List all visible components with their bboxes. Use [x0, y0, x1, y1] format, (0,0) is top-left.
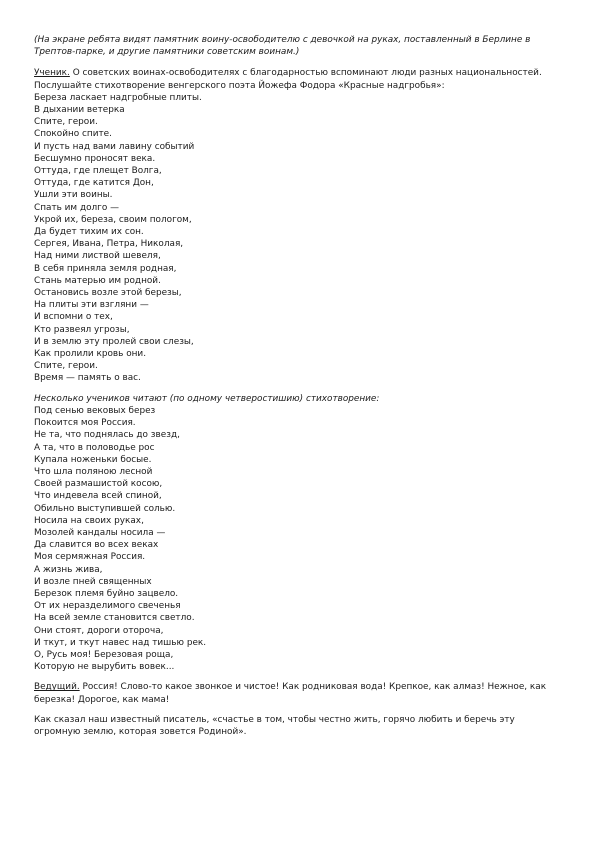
- poem-line: В дыхании ветерка: [34, 105, 125, 116]
- poem-krasnye-nadgrobya: [34, 92, 561, 385]
- poem-line: И пусть над вами лавину событий: [34, 141, 195, 152]
- poem-line: Спите, герои.: [34, 117, 98, 128]
- poem-line: Моя сермяжная Россия.: [34, 552, 146, 563]
- poem-russia: [34, 405, 561, 673]
- student-paragraph-text: О советских воинах-освободителях с благодарностью вспоминают люди разных национальностей. Послушайте стихотворение венгерского поэта Йожефа Фодора «Красные надгробья»:: [34, 68, 542, 91]
- poem-line: Оттуда, где плещет Волга,: [34, 166, 162, 177]
- students-stage-note: Несколько учеников читают (по одному четверостишию) стихотворение:: [34, 393, 380, 404]
- poem-line: Березок племя буйно зацвело.: [34, 588, 179, 599]
- poem-line: Укрой их, береза, своим пологом,: [34, 214, 192, 225]
- poem-line: Стань матерью им родной.: [34, 275, 161, 286]
- poem-line: И вспомни о тех,: [34, 312, 113, 323]
- poem-line: Обильно выступившей солью.: [34, 503, 176, 514]
- poem-line: Что шла поляною лесной: [34, 466, 153, 477]
- poem-line: А та, что в половодье рос: [34, 442, 155, 453]
- poem-line: Да славится во всех веках: [34, 540, 159, 551]
- student-paragraph: [34, 67, 561, 91]
- poem-line: Над ними листвой шевеля,: [34, 251, 161, 262]
- poem-line: Да будет тихим их сон.: [34, 227, 144, 238]
- student-speaker-label: Ученик.: [34, 68, 70, 79]
- poem-line: На всей земле становится светло.: [34, 613, 195, 624]
- poem-line: Не та, что поднялась до звезд,: [34, 430, 180, 441]
- poem-line: Сергея, Ивана, Петра, Николая,: [34, 239, 184, 250]
- poem-line: Спать им долго —: [34, 202, 119, 213]
- poem-line: И ткут, и ткут навес над тишью рек.: [34, 637, 207, 648]
- poem-line: Мозолей кандалы носила —: [34, 527, 166, 538]
- poem-line: Они стоят, дороги отороча,: [34, 625, 164, 636]
- poem-line: Которую не вырубить вовек...: [34, 662, 175, 673]
- poem-line: Носила на своих руках,: [34, 515, 144, 526]
- poem-line: Что индевела всей спиной,: [34, 491, 162, 502]
- poem-line: Купала ноженьки босые.: [34, 454, 152, 465]
- poem-line: Как пролили кровь они.: [34, 349, 147, 360]
- poem-line: Время — память о вас.: [34, 373, 141, 384]
- host-speaker-label: Ведущий.: [34, 682, 80, 693]
- poem-line: Бесшумно проносят века.: [34, 153, 156, 164]
- poem-line: А жизнь жива,: [34, 564, 103, 575]
- final-paragraph: Как сказал наш известный писатель, «счастье в том, чтобы честно жить, горячо любить и беречь эту огромную землю, которая зовется Родиной».: [34, 714, 515, 737]
- poem-line: Своей размашистой косою,: [34, 479, 163, 490]
- poem-line: Спите, герои.: [34, 361, 98, 372]
- intro-stage-note: (На экране ребята видят памятник воину-освободителю с девочкой на руках, поставленный в Берлине в Трептов-парке, и другие памятники советским воинам.): [34, 35, 531, 58]
- poem-line: Ушли эти воины.: [34, 190, 113, 201]
- poem-line: Под сенью вековых берез: [34, 405, 156, 416]
- poem-line: Покоится моя Россия.: [34, 418, 136, 429]
- poem-line: В себя приняла земля родная,: [34, 263, 177, 274]
- poem-line: Оттуда, где катится Дон,: [34, 178, 154, 189]
- poem-line: На плиты эти взгляни —: [34, 300, 149, 311]
- poem-line: Спокойно спите.: [34, 129, 112, 140]
- poem-line: Остановись возле этой березы,: [34, 288, 182, 299]
- poem-line: О, Русь моя! Березовая роща,: [34, 649, 174, 660]
- host-paragraph: [34, 681, 561, 705]
- poem-line: И в землю эту пролей свои слезы,: [34, 336, 194, 347]
- poem-line: И возле пней священных: [34, 576, 152, 587]
- poem-line: Кто развеял угрозы,: [34, 324, 130, 335]
- host-paragraph-text: Россия! Слово-то какое звонкое и чистое! Как родниковая вода! Крепкое, как алмаз! Нежное, как березка! Дорогое, как мама!: [34, 682, 547, 705]
- poem-line: Береза ласкает надгробные плиты.: [34, 92, 202, 103]
- document-page: [34, 34, 561, 738]
- poem-line: От их неразделимого свеченья: [34, 601, 181, 612]
